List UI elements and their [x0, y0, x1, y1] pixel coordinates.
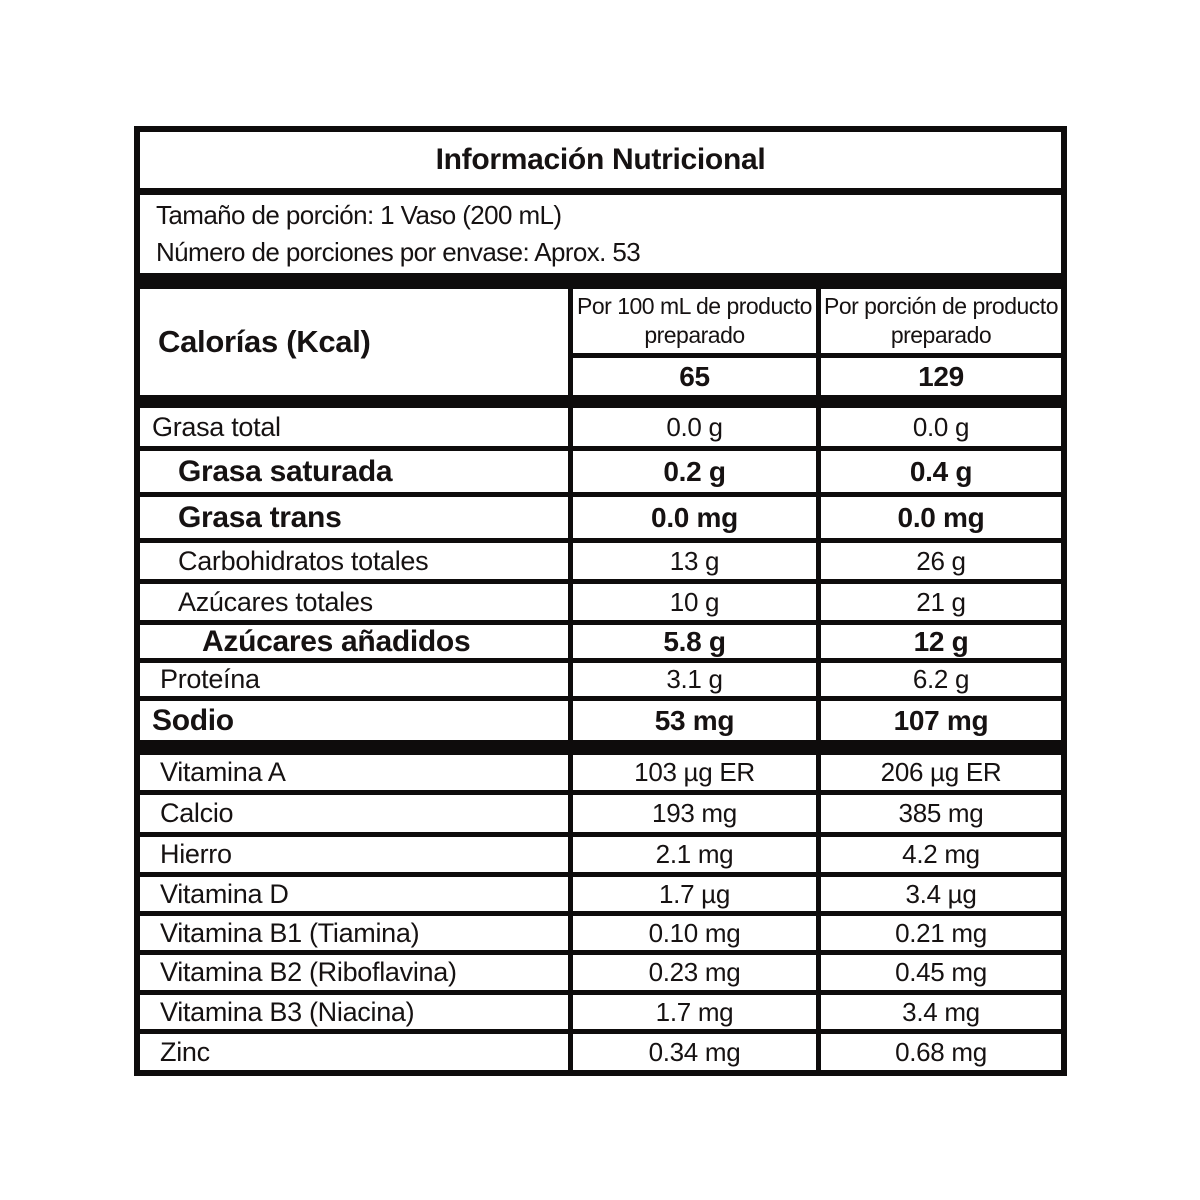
servings-per-container-line: Número de porciones por envase: Aprox. 53	[156, 237, 641, 267]
table-row-vitamina-a	[140, 755, 1061, 795]
table-row-azucares-anadidos	[140, 625, 1061, 663]
value-per-portion: 0.21 mg	[895, 917, 987, 948]
value-per-portion: 12 g	[913, 625, 969, 657]
calories-per-100ml: 65	[573, 358, 821, 395]
value-per-100ml: 3.1 g	[573, 663, 821, 696]
value-per-100ml: 10 g	[573, 584, 821, 620]
nutrient-label: Hierro	[140, 837, 573, 872]
nutrient-label: Proteína	[140, 663, 573, 696]
nutrient-label: Vitamina D	[140, 877, 573, 911]
nutrient-label: Grasa trans	[140, 497, 573, 538]
value-per-portion: 206 µg ER	[880, 757, 1002, 787]
table-row-zinc	[140, 1034, 1061, 1070]
value-per-portion: 107 mg	[893, 704, 989, 736]
table-row-grasa-trans	[140, 497, 1061, 543]
value-per-100ml: 0.23 mg	[573, 955, 821, 990]
section-divider-bar	[140, 273, 1061, 289]
nutrient-label: Vitamina B2 (Riboflavina)	[140, 955, 573, 990]
section-divider-bar	[140, 740, 1061, 755]
column-headers	[573, 289, 1061, 358]
table-row-grasa-total	[140, 408, 1061, 451]
nutrient-label: Zinc	[140, 1034, 573, 1070]
section-divider-bar	[140, 395, 1061, 408]
serving-size-line: Tamaño de porción: 1 Vaso (200 mL)	[156, 200, 562, 230]
value-per-100ml: 1.7 mg	[573, 995, 821, 1029]
value-per-portion: 0.45 mg	[895, 957, 987, 987]
calories-columns	[573, 289, 1061, 395]
value-per-portion: 3.4 mg	[902, 996, 980, 1027]
value-per-100ml: 1.7 µg	[573, 877, 821, 911]
serving-info	[140, 195, 1061, 273]
column-header-per-100ml: Por 100 mL de producto preparado	[573, 289, 821, 353]
nutrient-label: Azúcares totales	[140, 584, 573, 620]
nutrient-label: Grasa total	[140, 408, 573, 446]
value-per-portion: 6.2 g	[912, 664, 970, 694]
calories-values	[573, 358, 1061, 395]
table-row-vitamina-b1	[140, 916, 1061, 955]
nutrient-label: Azúcares añadidos	[140, 625, 573, 658]
value-per-100ml: 0.0 g	[573, 408, 821, 446]
table-row-azucares-totales	[140, 584, 1061, 625]
value-per-portion: 0.4 g	[909, 455, 973, 487]
calories-section	[140, 289, 1061, 395]
value-per-100ml: 0.10 mg	[573, 916, 821, 950]
nutrient-label: Sodio	[140, 701, 573, 740]
value-per-portion: 3.4 µg	[905, 878, 977, 909]
value-per-100ml: 13 g	[573, 543, 821, 579]
nutrient-label: Grasa saturada	[140, 451, 573, 492]
table-row-vitamina-d	[140, 877, 1061, 916]
value-per-100ml: 193 mg	[573, 795, 821, 832]
value-per-100ml: 0.2 g	[573, 451, 821, 492]
nutrient-label: Calcio	[140, 795, 573, 832]
nutrient-label: Carbohidratos totales	[140, 543, 573, 579]
table-row-proteina	[140, 663, 1061, 701]
value-per-portion: 21 g	[916, 586, 966, 617]
value-per-portion: 26 g	[916, 545, 966, 576]
value-per-100ml: 0.34 mg	[573, 1034, 821, 1070]
table-row-hierro	[140, 837, 1061, 877]
table-title: Información Nutricional	[140, 132, 1061, 195]
table-row-calcio	[140, 795, 1061, 837]
value-per-100ml: 5.8 g	[573, 625, 821, 658]
value-per-100ml: 2.1 mg	[573, 837, 821, 872]
column-header-per-portion: Por porción de producto preparado	[824, 293, 1058, 348]
table-row-carbohidratos-totales	[140, 543, 1061, 584]
nutrient-label: Vitamina A	[140, 755, 573, 790]
table-row-vitamina-b3	[140, 995, 1061, 1034]
value-per-portion: 4.2 mg	[902, 839, 980, 869]
calories-per-portion: 129	[918, 360, 964, 392]
value-per-portion: 0.0 mg	[897, 501, 985, 533]
value-per-100ml: 53 mg	[573, 701, 821, 740]
nutrition-facts-table	[134, 126, 1067, 1076]
table-row-grasa-saturada	[140, 451, 1061, 497]
value-per-portion: 0.68 mg	[895, 1036, 987, 1067]
value-per-100ml: 103 µg ER	[573, 755, 821, 790]
value-per-portion: 0.0 g	[912, 411, 970, 442]
calories-label: Calorías (Kcal)	[140, 289, 573, 395]
table-row-vitamina-b2	[140, 955, 1061, 995]
nutrient-label: Vitamina B3 (Niacina)	[140, 995, 573, 1029]
value-per-100ml: 0.0 mg	[573, 497, 821, 538]
nutrient-label: Vitamina B1 (Tiamina)	[140, 916, 573, 950]
value-per-portion: 385 mg	[898, 798, 984, 828]
table-row-sodio	[140, 701, 1061, 740]
